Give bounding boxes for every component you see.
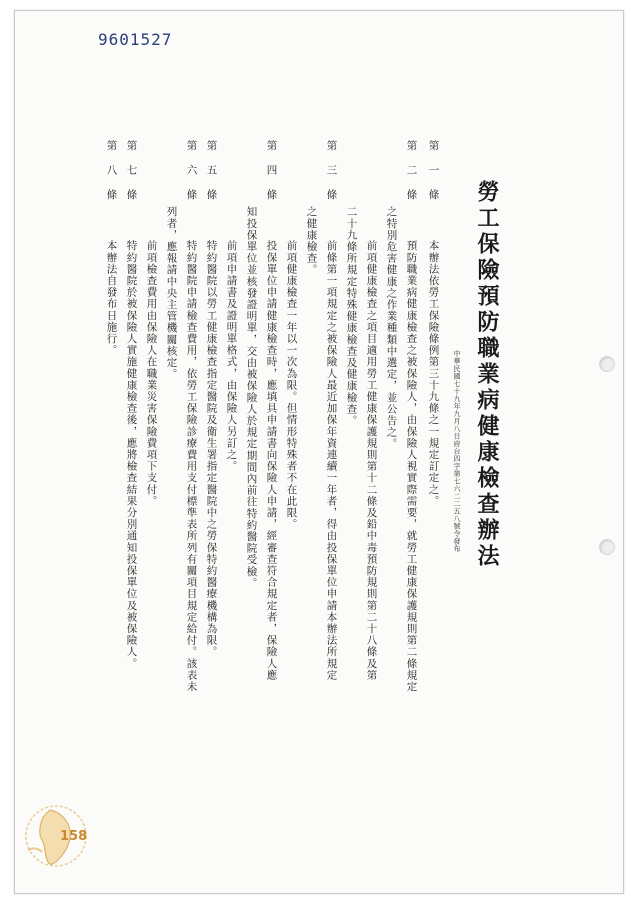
article-text: 列者，應報請中央主管機關核定。 xyxy=(165,206,178,380)
article-text: 前條第一項規定之被保險人最近加保年資連續一年者，得由投保單位申請本辦法所規定 xyxy=(325,240,338,681)
article-label: 第八條 xyxy=(105,140,118,214)
article-text: 特約醫院以勞工健康檢查指定醫院及衛生署指定醫院中之勞保特約醫療機構為限。 xyxy=(205,240,218,658)
article-text: 之特別危害健康之作業種類中選定，並公告之。 xyxy=(385,206,398,450)
article-label: 第六條 xyxy=(185,140,198,214)
article-text: 本辦法自發布日施行。 xyxy=(105,240,118,356)
article-text: 前項檢查費用由保險人在職業災害保險費項下支付。 xyxy=(145,240,158,507)
article-text: 投保單位申請健康檢查時，應填具申請書向保險人申請，經審查符合規定者，保險人應 xyxy=(265,240,278,681)
binder-hole xyxy=(599,356,615,372)
article-label: 第五條 xyxy=(205,140,218,214)
article-text: 本辦法依勞工保險條例第三十九條之一規定訂定之。 xyxy=(427,240,440,507)
article-label: 第三條 xyxy=(325,140,338,214)
document-title: 勞工保險預防職業病健康檢查辦法 xyxy=(474,180,500,570)
archive-logo-icon xyxy=(20,800,92,872)
article-text: 知投保單位並核發證明單，交由被保險人於規定期間內前往特約醫院受檢。 xyxy=(245,206,258,589)
binder-hole xyxy=(599,539,615,555)
article-text: 二十九條所規定特殊健康檢查及健康檢查。 xyxy=(345,206,358,427)
promulgation-note: 中華民國七十九年九月八日府台四字第七六二二五八號令發布 xyxy=(453,350,461,553)
article-label: 第七條 xyxy=(125,140,138,214)
article-text: 前項申請書及證明單格式，由保險人另訂之。 xyxy=(225,240,238,472)
article-label: 第四條 xyxy=(265,140,278,214)
article-label: 第一條 xyxy=(427,140,440,214)
article-text: 前項健康檢查一年以一次為限。但情形特殊者不在此限。 xyxy=(285,240,298,530)
article-text: 特約醫院於被保險人實施健康檢查後，應將檢查結果分別通知投保單位及被保險人。 xyxy=(125,240,138,670)
article-label: 第二條 xyxy=(405,140,418,214)
article-text: 前項健康檢查之項目適用勞工健康保護規則第十二條及鉛中毒預防規則第二十八條及第 xyxy=(365,240,378,681)
svg-text:158: 158 xyxy=(60,829,88,844)
article-text: 特約醫院申請檢查費用，依勞工保險診療費用支付標準表所列有關項目規定給付。該表未 xyxy=(185,240,198,693)
article-text: 預防職業病健康檢查之被保險人，由保險人視實際需要，就勞工健康保護規則第二條規定 xyxy=(405,240,418,693)
article-text: 之健康檢查。 xyxy=(305,206,318,276)
document-number: 9601527 xyxy=(98,30,173,49)
